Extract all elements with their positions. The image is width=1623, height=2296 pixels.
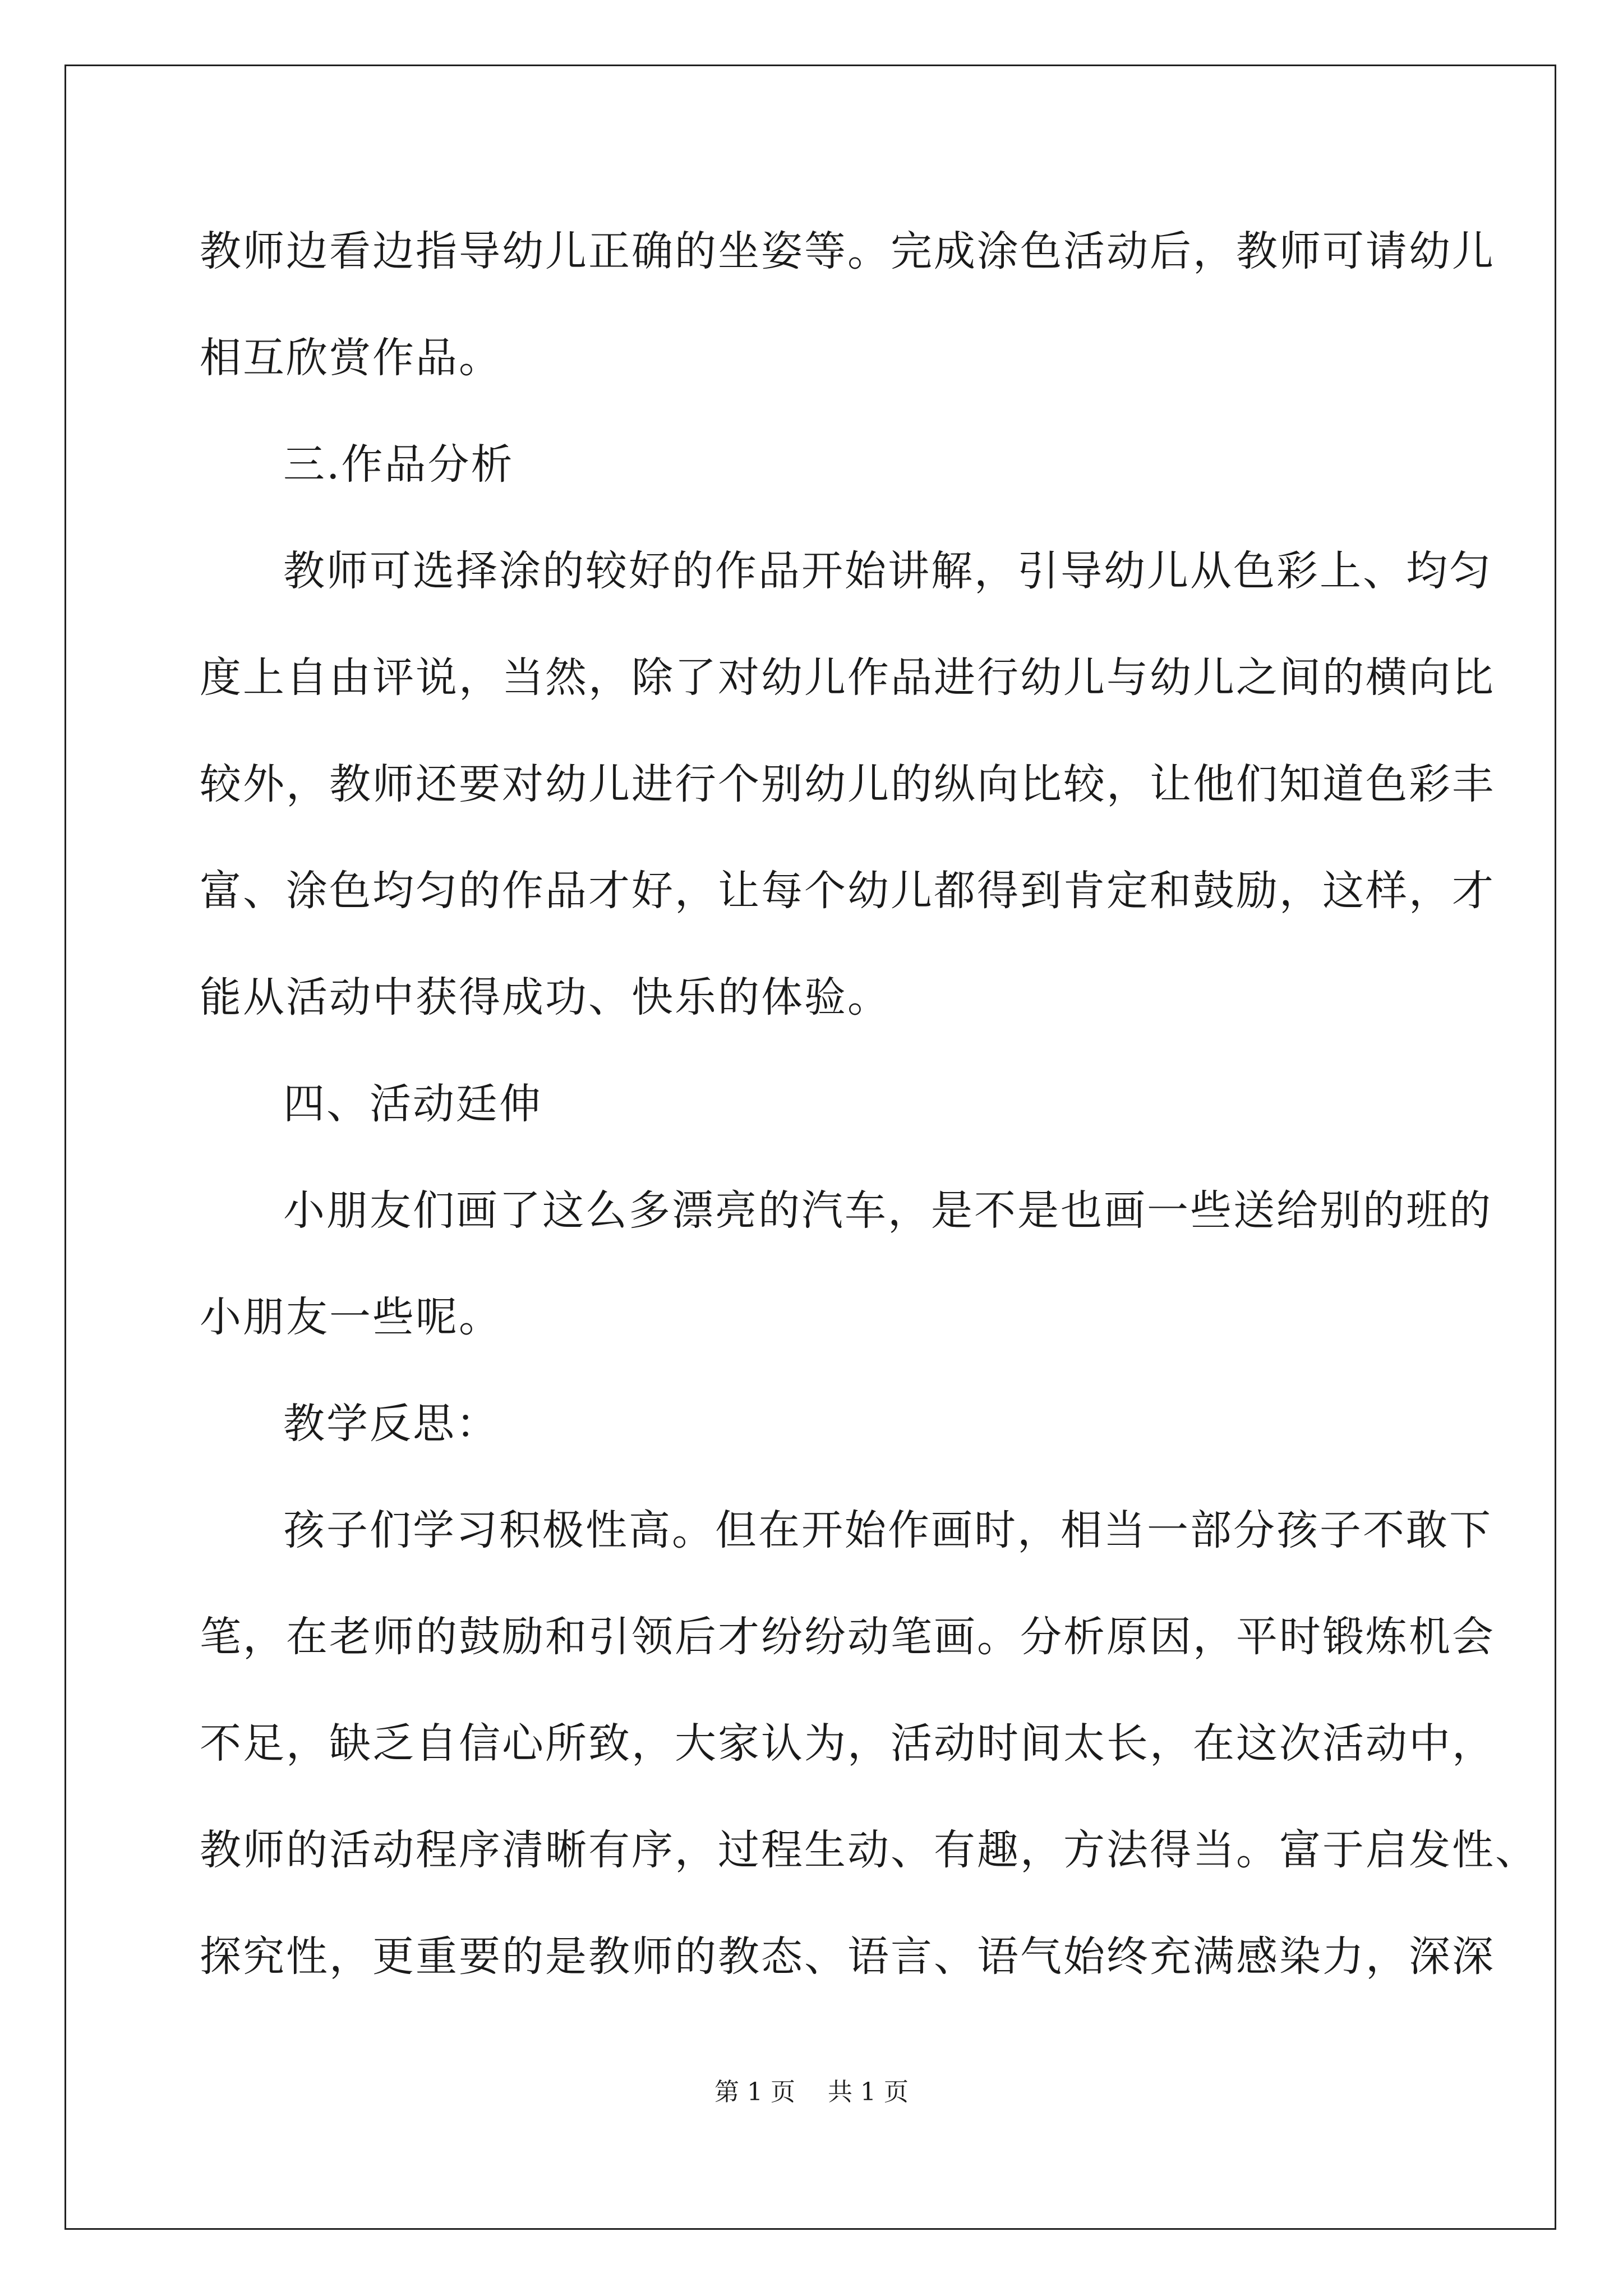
text-line: 相互欣赏作品。: [200, 334, 502, 382]
page-number-footer: 第 1 页 共 1 页: [714, 2078, 909, 2106]
text-line: 孩子们学习积极性高。但在开始作画时，相当一部分孩子不敢下: [283, 1506, 1492, 1554]
text-line: 探究性，更重要的是教师的教态、语言、语气始终充满感染力，深深: [200, 1932, 1495, 1981]
text-line: 笔，在老师的鼓励和引领后才纷纷动笔画。分析原因，平时锻炼机会: [200, 1613, 1495, 1661]
text-line: 教师边看边指导幼儿正确的坐姿等。完成涂色活动后，教师可请幼儿: [200, 227, 1495, 275]
text-line: 能从活动中获得成功、快乐的体验。: [200, 973, 891, 1022]
text-line: 度上自由评说，当然，除了对幼儿作品进行幼儿与幼儿之间的横向比: [200, 654, 1495, 702]
page-border: [64, 65, 1556, 2230]
text-line: 小朋友们画了这么多漂亮的汽车，是不是也画一些送给别的班的: [283, 1186, 1492, 1235]
text-line: 小朋友一些呢。: [200, 1293, 502, 1341]
text-line: 教师的活动程序清晰有序，过程生动、有趣，方法得当。富于启发性、: [200, 1826, 1538, 1874]
section-heading: 三.作品分析: [283, 440, 514, 489]
text-line: 不足，缺乏自信心所致，大家认为，活动时间太长，在这次活动中，: [200, 1719, 1495, 1768]
text-line: 富、涂色均匀的作品才好，让每个幼儿都得到肯定和鼓励，这样，才: [200, 867, 1495, 915]
text-line: 较外，教师还要对幼儿进行个别幼儿的纵向比较，让他们知道色彩丰: [200, 760, 1495, 808]
section-heading: 教学反思：: [283, 1400, 499, 1448]
text-line: 教师可选择涂的较好的作品开始讲解，引导幼儿从色彩上、均匀: [283, 547, 1492, 595]
section-heading: 四、活动廷伸: [283, 1080, 542, 1128]
